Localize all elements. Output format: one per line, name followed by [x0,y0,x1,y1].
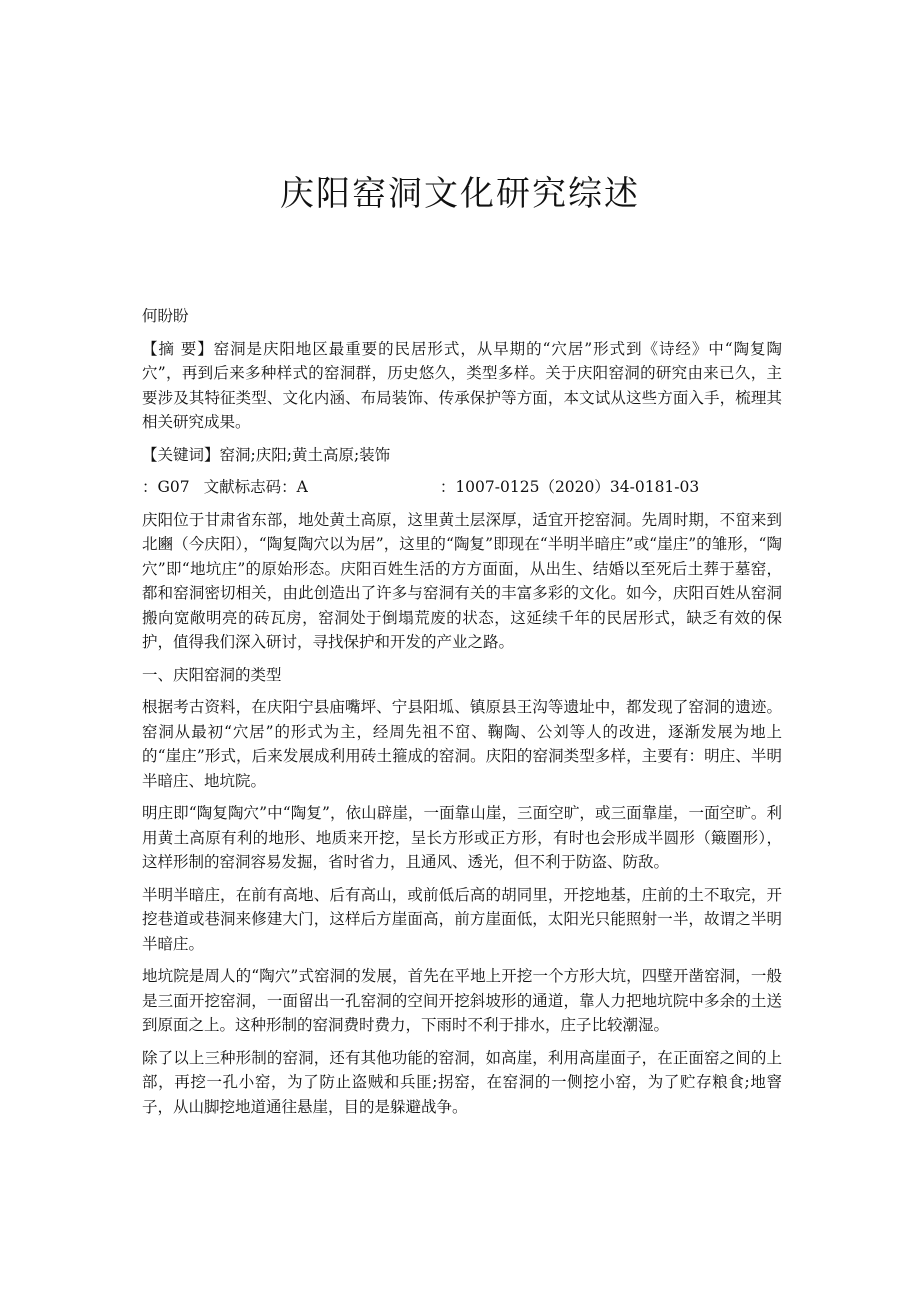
article-number: ：1007-0125（2020）34-0181-03 [439,478,700,496]
abstract-text: 窑洞是庆阳地区最重要的民居形式，从早期的“穴居”形式到《诗经》中“陶复陶穴”，再到后来多种样式的窑洞群，历史悠久，类型多样。关于庆阳窑洞的研究由来已久，主要涉及其特征类型、文化内涵、布局装饰、传承保护等方面，本文试从这些方面入手，梳理其相关研究成果。 [142,339,782,431]
keywords-text: 窑洞;庆阳;黄土高原;装饰 [219,445,391,464]
body-paragraph: 除了以上三种形制的窑洞，还有其他功能的窑洞，如高崖，利用高崖面子，在正面窑之间的上部，再挖一孔小窑，为了防止盗贼和兵匪;拐窑，在窑洞的一侧挖小窑，为了贮存粮食;地窨子，从山脚挖地道通往悬崖，目的是躲避战争。 [142,1048,782,1116]
clc-number: ：G07 [142,478,190,496]
section-heading: 一、庆阳窑洞的类型 [142,665,282,684]
classification-line [142,475,782,500]
paper-title: 庆阳窑洞文化研究综述 [280,174,640,214]
author-name: 何盼盼 [142,307,189,325]
body-paragraph: 地坑院是周人的“陶穴”式窑洞的发展，首先在平地上开挖一个方形大坑，四壁开凿窑洞，一般是三面开挖窑洞，一面留出一孔窑洞的空间开挖斜坡形的通道，靠人力把地坑院中多余的土送到原面之上。这种形制的窑洞费时费力，下雨时不利于排水，庄子比较潮湿。 [142,967,782,1034]
abstract-label: 【摘 要】 [142,339,214,358]
keywords-label: 【关键词】 [142,445,220,464]
body-paragraph: 半明半暗庄，在前有高地、后有高山，或前低后高的胡同里，开挖地基，庄前的土不取完，开挖巷道或巷洞来修建大门，这样后方崖面高，前方崖面低，太阳光只能照射一半，故谓之半明半暗庄。 [142,885,782,953]
body-paragraph: 明庄即“陶复陶穴”中“陶复”，依山辟崖，一面靠山崖，三面空旷，或三面靠崖，一面空旷。利用黄土高原有利的地形、地质来开挖，呈长方形或正方形，有时也会形成半圆形（簸圈形），这样形制的窑洞容易发掘，省时省力，且通风、透光，但不利于防盗、防敌。 [142,804,782,871]
keywords [142,443,782,468]
intro-paragraph: 庆阳位于甘肃省东部，地处黄土高原，这里黄土层深厚，适宜开挖窑洞。先周时期，不窋来到北豳（今庆阳），“陶复陶穴以为居”，这里的“陶复”即现在“半明半暗庄”或“崖庄”的雏形，“陶穴”即“地坑庄”的原始形态。庆阳百姓生活的方方面面，从出生、结婚以至死后土葬于墓窑，都和窑洞密切相关，由此创造出了许多与窑洞有关的丰富多彩的文化。如今，庆阳百姓从窑洞搬向宽敞明亮的砖瓦房，窑洞处于倒塌荒废的状态，这延续千年的民居形式，缺乏有效的保护，值得我们深入研讨，寻找保护和开发的产业之路。 [142,510,782,651]
abstract [142,337,782,435]
body-paragraph: 根据考古资料，在庆阳宁县庙嘴坪、宁县阳坬、镇原县王沟等遗址中，都发现了窑洞的遗迹。窑洞从最初“穴居”的形式为主，经周先祖不窋、鞠陶、公刘等人的改进，逐渐发展为地上的“崖庄”形式，后来发展成利用砖土箍成的窑洞。庆阳的窑洞类型多样，主要有：明庄、半明半暗庄、地坑院。 [142,698,782,790]
paper-body [142,304,782,1127]
document-code: 文献标志码：A [203,478,308,496]
